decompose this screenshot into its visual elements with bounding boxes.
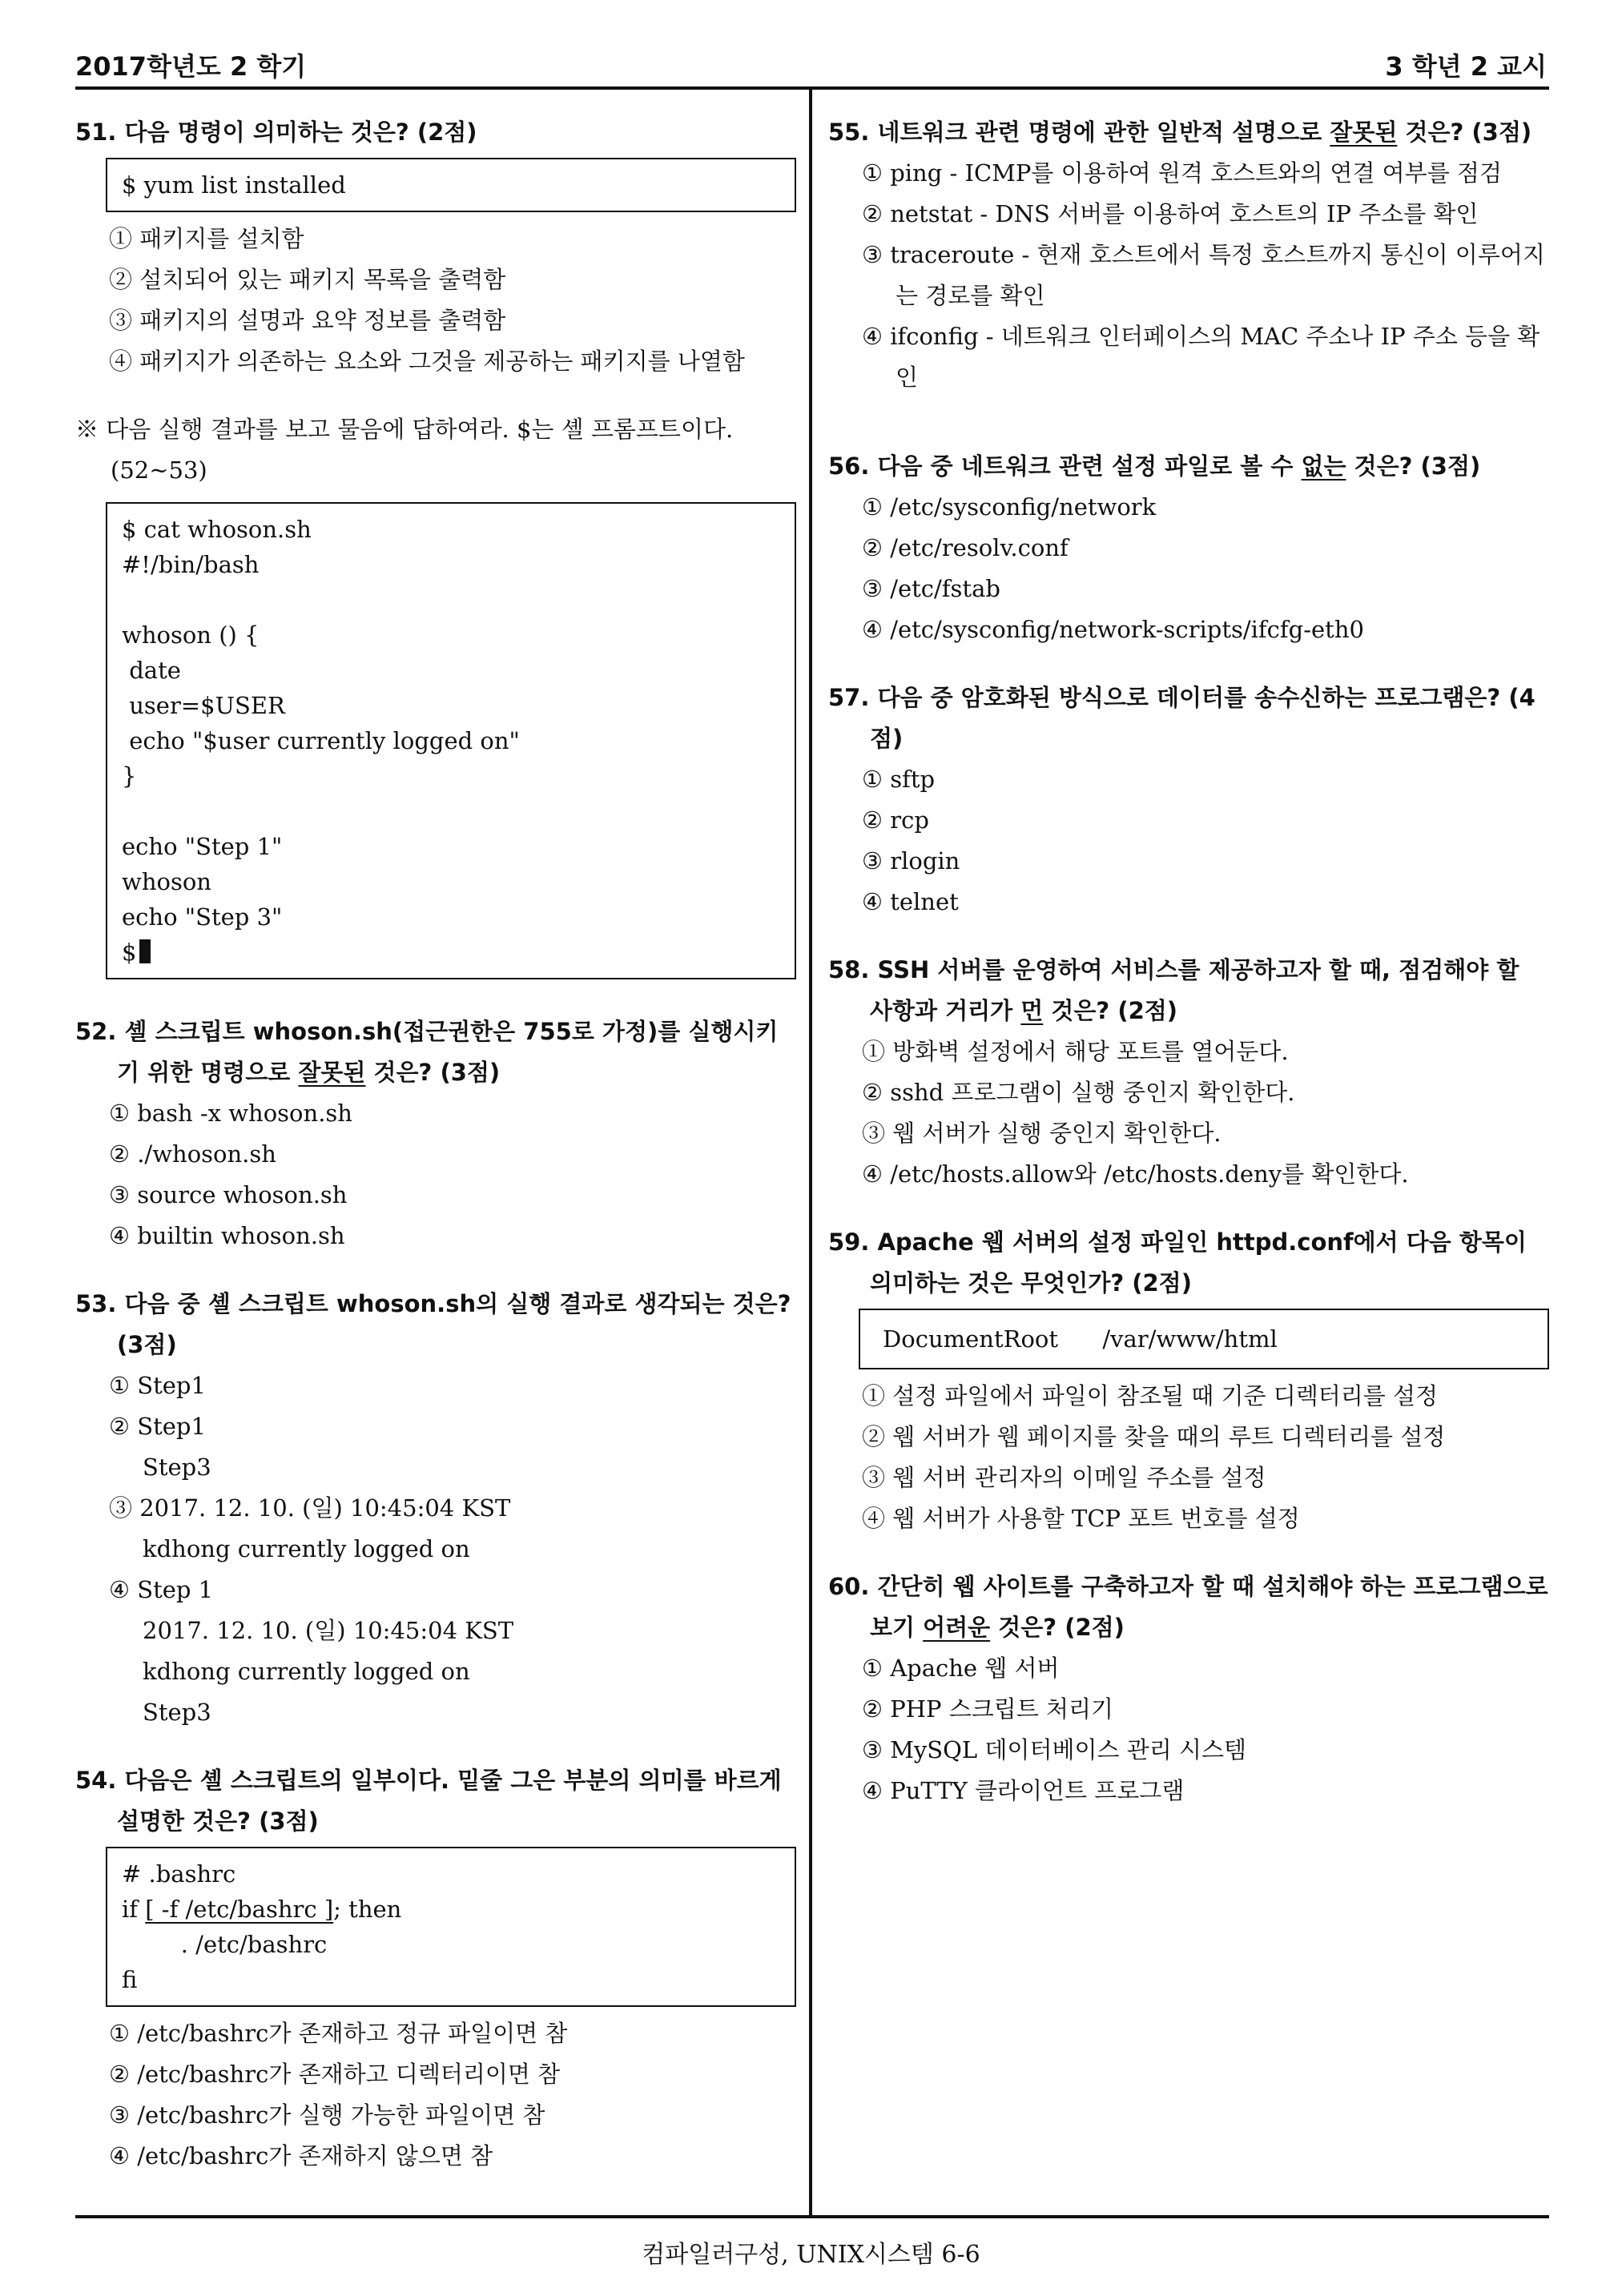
- question-text: 다음 중 셸 스크립트 whoson.sh의 실행 결과로 생각되는 것은? (3점): [117, 1290, 791, 1358]
- code-line: user=$USER: [122, 692, 285, 719]
- question-number: 60.: [828, 1573, 870, 1600]
- option-4[interactable]: ④ /etc/bashrc가 존재하지 않으면 참: [109, 2142, 493, 2169]
- option-2[interactable]: ② /etc/resolv.conf: [862, 534, 1069, 561]
- option-3[interactable]: ③ source whoson.sh: [109, 1181, 348, 1208]
- option-2[interactable]: ② sshd 프로그램이 실행 중인지 확인한다.: [862, 1079, 1295, 1106]
- header-rule: [75, 86, 1549, 90]
- option-3[interactable]: ③ /etc/bashrc가 실행 가능한 파일이면 참: [109, 2101, 545, 2129]
- options: [828, 1376, 1549, 1539]
- question-number: 58.: [828, 956, 870, 983]
- options: [828, 153, 1549, 398]
- code-line: fi: [122, 1966, 138, 1993]
- question-text: 다음 중 암호화된 방식으로 데이터를 송수신하는 프로그램은? (4점): [870, 684, 1535, 752]
- left-column: [75, 112, 796, 2204]
- question-number: 55.: [828, 119, 870, 146]
- question-text: 다음 중 네트워크 관련 설정 파일로 볼 수: [877, 452, 1302, 480]
- option-3[interactable]: ③ /etc/fstab: [862, 575, 1000, 602]
- code-line: whoson () {: [122, 621, 260, 649]
- question-text: 간단히 웹 사이트를 구축하고자 할 때 설치해야 하는 프로그램으로 보기: [870, 1573, 1548, 1641]
- option-1[interactable]: ① bash -x whoson.sh: [109, 1100, 352, 1127]
- prompt: $: [122, 939, 137, 966]
- option-2[interactable]: ② netstat - DNS 서버를 이용하여 호스트의 IP 주소를 확인: [862, 200, 1479, 227]
- option-2[interactable]: ② rcp: [862, 806, 929, 834]
- option-1[interactable]: ① ping - ICMP를 이용하여 원격 호스트와의 연결 여부를 점검: [862, 159, 1502, 187]
- question-text: 다음 명령이 의미하는 것은? (2점): [124, 119, 477, 146]
- question-58: [828, 950, 1549, 1195]
- option-1[interactable]: ① 설정 파일에서 파일이 참조될 때 기준 디렉터리를 설정: [862, 1382, 1439, 1409]
- option-3[interactable]: ③ 웹 서버가 실행 중인지 확인한다.: [862, 1120, 1222, 1147]
- option-2[interactable]: ② 웹 서버가 웹 페이지를 찾을 때의 루트 디렉터리를 설정: [862, 1423, 1446, 1450]
- header-term: 2017학년도 2 학기: [75, 51, 307, 82]
- underlined-condition: [ -f /etc/bashrc ]: [145, 1896, 334, 1923]
- option-2[interactable]: [75, 1406, 796, 1488]
- question-52: [75, 1011, 796, 1257]
- option-1[interactable]: ① 패키지를 설치함: [109, 225, 304, 252]
- option-continuation: kdhong currently logged on: [143, 1535, 470, 1562]
- underlined-keyword: 어려운: [923, 1614, 991, 1641]
- instruction-note: ※ 다음 실행 결과를 보고 물음에 답하여라. $는 셸 프롬프트이다. (52~53): [75, 416, 734, 484]
- code-line: [122, 794, 780, 829]
- question-text: 다음은 셸 스크립트의 일부이다. 밑줄 그은 부분의 의미를 바르게 설명한 것은? (3점): [117, 1767, 782, 1835]
- options: [828, 1648, 1549, 1811]
- option-2[interactable]: ② 설치되어 있는 패키지 목록을 출력함: [109, 266, 506, 293]
- option-1[interactable]: [75, 1365, 796, 1406]
- question-57: [828, 678, 1549, 923]
- config-box: [859, 1309, 1549, 1369]
- code-line: DocumentRoot /var/www/html: [883, 1325, 1278, 1353]
- option-4[interactable]: ④ telnet: [862, 888, 959, 915]
- question-text: 네트워크 관련 명령에 관한 일반적 설명으로: [877, 119, 1330, 146]
- question-number: 51.: [75, 119, 117, 146]
- question-text: Apache 웹 서버의 설정 파일인 httpd.conf에서 다음 항목이 의미하는 것은 무엇인가? (2점): [870, 1228, 1527, 1297]
- question-number: 56.: [828, 452, 870, 480]
- option-2[interactable]: ② ./whoson.sh: [109, 1140, 276, 1168]
- code-line: date: [122, 657, 181, 684]
- question-text-end: 것은? (3점): [365, 1059, 501, 1086]
- code-line: # .bashrc: [122, 1860, 236, 1888]
- code-line: . /etc/bashrc: [122, 1931, 328, 1958]
- option-4[interactable]: ④ 패키지가 의존하는 요소와 그것을 제공하는 패키지를 나열함: [109, 348, 745, 375]
- question-number: 53.: [75, 1290, 117, 1317]
- option-label: ② Step1: [109, 1413, 206, 1440]
- header-grade-period: 3 학년 2 교시: [1385, 51, 1547, 82]
- option-1[interactable]: ① /etc/bashrc가 존재하고 정규 파일이면 참: [109, 2020, 568, 2047]
- question-text-end: 것은? (2점): [1043, 997, 1178, 1024]
- code-token: if: [122, 1896, 146, 1923]
- code-line: $ cat whoson.sh: [122, 516, 312, 543]
- code-line: }: [122, 762, 137, 790]
- question-number: 54.: [75, 1767, 117, 1794]
- options: [75, 1365, 796, 1733]
- code-line: echo "Step 1": [122, 833, 283, 860]
- underlined-keyword: 먼: [1020, 997, 1044, 1024]
- question-number: 52.: [75, 1018, 117, 1045]
- option-3[interactable]: ③ 패키지의 설명과 요약 정보를 출력함: [109, 307, 506, 334]
- question-54: [75, 1760, 796, 2177]
- question-text-end: 것은? (3점): [1346, 452, 1481, 480]
- right-column: [828, 112, 1549, 1839]
- script-box: [106, 1847, 796, 2007]
- option-1[interactable]: ① sftp: [862, 766, 936, 793]
- option-4[interactable]: ④ /etc/sysconfig/network-scripts/ifcfg-eth0: [862, 616, 1364, 643]
- question-text-end: 것은? (2점): [990, 1614, 1125, 1641]
- option-label: ① Step1: [109, 1372, 206, 1399]
- option-1[interactable]: ① Apache 웹 서버: [862, 1655, 1060, 1682]
- options: [75, 2013, 796, 2177]
- option-4[interactable]: [75, 1570, 796, 1733]
- option-4[interactable]: ④ builtin whoson.sh: [109, 1222, 345, 1249]
- option-continuation: Step3: [143, 1699, 211, 1726]
- code-line: #!/bin/bash: [122, 551, 260, 578]
- question-text: 셸 스크립트 whoson.sh(접근권한은 755로 가정)를 실행시키기 위한 명령으로: [117, 1018, 779, 1086]
- script-box: [106, 502, 796, 979]
- option-label: ④ Step 1: [109, 1576, 214, 1603]
- underlined-keyword: 잘못된: [1330, 119, 1398, 146]
- options: [75, 1093, 796, 1257]
- question-55: [828, 112, 1549, 398]
- page-footer: 컴파일러구성, UNIX시스템 6-6: [642, 2241, 980, 2269]
- code-line: $ yum list installed: [122, 171, 346, 199]
- options: [75, 219, 796, 382]
- question-number: 57.: [828, 684, 870, 711]
- options: [828, 487, 1549, 650]
- question-53: [75, 1284, 796, 1733]
- option-3[interactable]: ③ rlogin: [862, 847, 960, 875]
- option-4[interactable]: ④ ifconfig - 네트워크 인터페이스의 MAC 주소나 IP 주소 등을 확인: [862, 323, 1540, 391]
- question-text-end: 것은? (3점): [1397, 119, 1532, 146]
- cursor-icon: [139, 939, 151, 963]
- column-divider: [809, 90, 812, 2217]
- option-4[interactable]: ④ PuTTY 클라이언트 프로그램: [862, 1777, 1185, 1804]
- code-line: echo "$user currently logged on": [122, 727, 520, 754]
- option-1[interactable]: ① 방화벽 설정에서 해당 포트를 열어둔다.: [862, 1038, 1289, 1065]
- question-60: [828, 1566, 1549, 1811]
- code-line: [122, 582, 780, 617]
- code-line: echo "Step 3": [122, 903, 283, 931]
- option-continuation: 2017. 12. 10. (일) 10:45:04 KST: [143, 1617, 514, 1644]
- underlined-keyword: 잘못된: [298, 1059, 366, 1086]
- code-line: whoson: [122, 868, 211, 895]
- question-56: [828, 446, 1549, 650]
- option-2[interactable]: ② PHP 스크립트 처리기: [862, 1695, 1114, 1723]
- option-label: ③ 2017. 12. 10. (일) 10:45:04 KST: [109, 1494, 511, 1522]
- code-line: [122, 1892, 780, 1927]
- option-3[interactable]: ③ traceroute - 현재 호스트에서 특정 호스트까지 통신이 이루어지는 경로를 확인: [862, 241, 1545, 309]
- command-box: [106, 158, 796, 212]
- option-3[interactable]: [75, 1488, 796, 1570]
- option-1[interactable]: ① /etc/sysconfig/network: [862, 493, 1157, 521]
- option-4[interactable]: ④ 웹 서버가 사용할 TCP 포트 번호를 설정: [862, 1505, 1300, 1532]
- option-continuation: kdhong currently logged on: [143, 1658, 470, 1685]
- code-token: ; then: [333, 1896, 402, 1923]
- underlined-keyword: 없는: [1301, 452, 1346, 480]
- question-59: [828, 1222, 1549, 1539]
- option-3[interactable]: ③ 웹 서버 관리자의 이메일 주소를 설정: [862, 1464, 1266, 1491]
- option-2[interactable]: ② /etc/bashrc가 존재하고 디렉터리이면 참: [109, 2061, 561, 2088]
- option-3[interactable]: ③ MySQL 데이터베이스 관리 시스템: [862, 1736, 1247, 1763]
- options: [828, 759, 1549, 923]
- page-header: [75, 46, 1547, 88]
- option-4[interactable]: ④ /etc/hosts.allow와 /etc/hosts.deny를 확인한다.: [862, 1160, 1409, 1188]
- footer-rule: [75, 2215, 1549, 2218]
- options: [828, 1031, 1549, 1195]
- option-continuation: Step3: [143, 1454, 211, 1481]
- question-text: SSH 서버를 운영하여 서비스를 제공하고자 할 때, 점검해야 할 사항과 거리가: [870, 956, 1519, 1024]
- question-number: 59.: [828, 1228, 870, 1256]
- question-51: [75, 112, 796, 382]
